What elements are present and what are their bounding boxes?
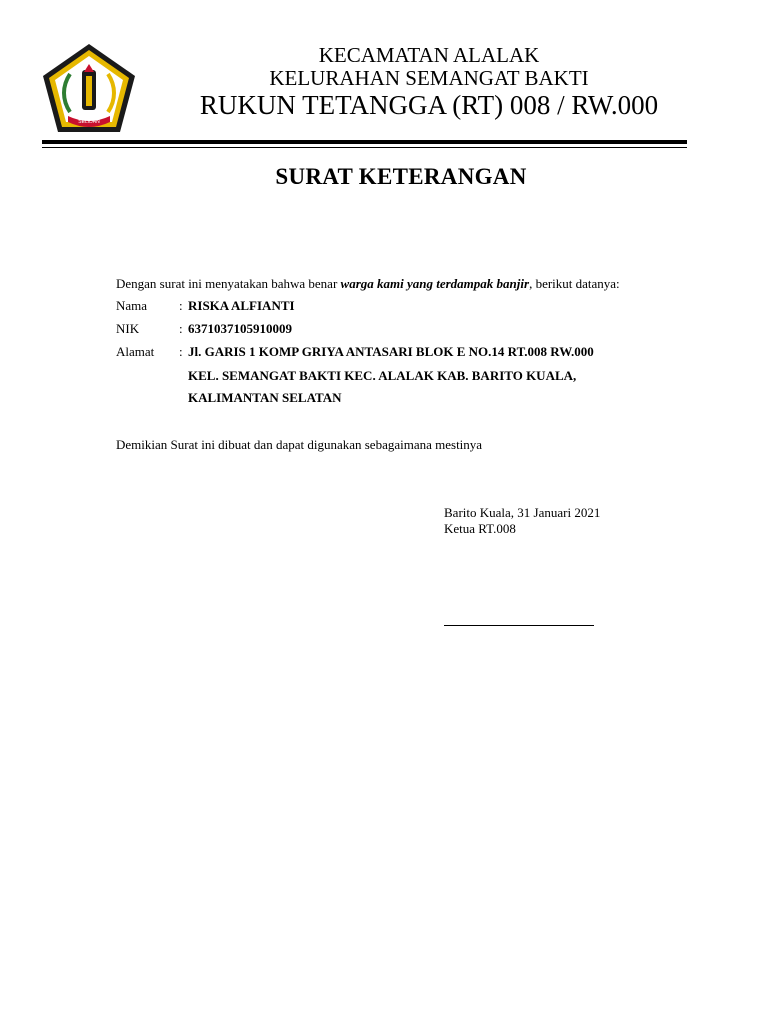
nama-value: RISKA ALFIANTI bbox=[188, 298, 295, 313]
alamat-value-line2: KEL. SEMANGAT BAKTI KEC. ALALAK KAB. BARITO KUALA, bbox=[188, 368, 577, 383]
svg-text:SELIDAN: SELIDAN bbox=[78, 119, 100, 125]
nik-value: 6371037105910009 bbox=[188, 321, 292, 336]
intro-text-before: Dengan surat ini menyatakan bahwa benar bbox=[116, 276, 341, 291]
closing-statement: Demikian Surat ini dibuat dan dapat digunakan sebagaimana mestinya bbox=[116, 437, 483, 452]
intro-emphasis: warga kami yang terdampak banjir bbox=[340, 276, 530, 291]
intro-text-after: , berikut datanya: bbox=[529, 276, 620, 291]
header-rt-rw: RUKUN TETANGGA (RT) 008 / RW.000 bbox=[199, 90, 659, 120]
nama-label: Nama bbox=[116, 298, 148, 313]
header-district: KECAMATAN ALALAK bbox=[318, 43, 540, 67]
document-title: SURAT KETERANGAN bbox=[275, 164, 527, 189]
intro-paragraph bbox=[116, 276, 620, 292]
nik-label: NIK bbox=[116, 321, 140, 336]
alamat-colon: : bbox=[179, 344, 183, 359]
header-divider-thin bbox=[42, 147, 687, 148]
header-village: KELURAHAN SEMANGAT BAKTI bbox=[269, 66, 589, 90]
alamat-value-line3: KALIMANTAN SELATAN bbox=[188, 390, 342, 405]
signature-place-date: Barito Kuala, 31 Januari 2021 bbox=[444, 505, 601, 520]
nik-colon: : bbox=[179, 321, 183, 336]
signature-line bbox=[444, 625, 594, 626]
alamat-label: Alamat bbox=[116, 344, 155, 359]
header-divider-thick bbox=[42, 140, 687, 144]
alamat-value-line1: Jl. GARIS 1 KOMP GRIYA ANTASARI BLOK E NO.14 RT.008 RW.000 bbox=[188, 344, 594, 359]
nama-colon: : bbox=[179, 298, 183, 313]
signature-role: Ketua RT.008 bbox=[444, 521, 516, 536]
